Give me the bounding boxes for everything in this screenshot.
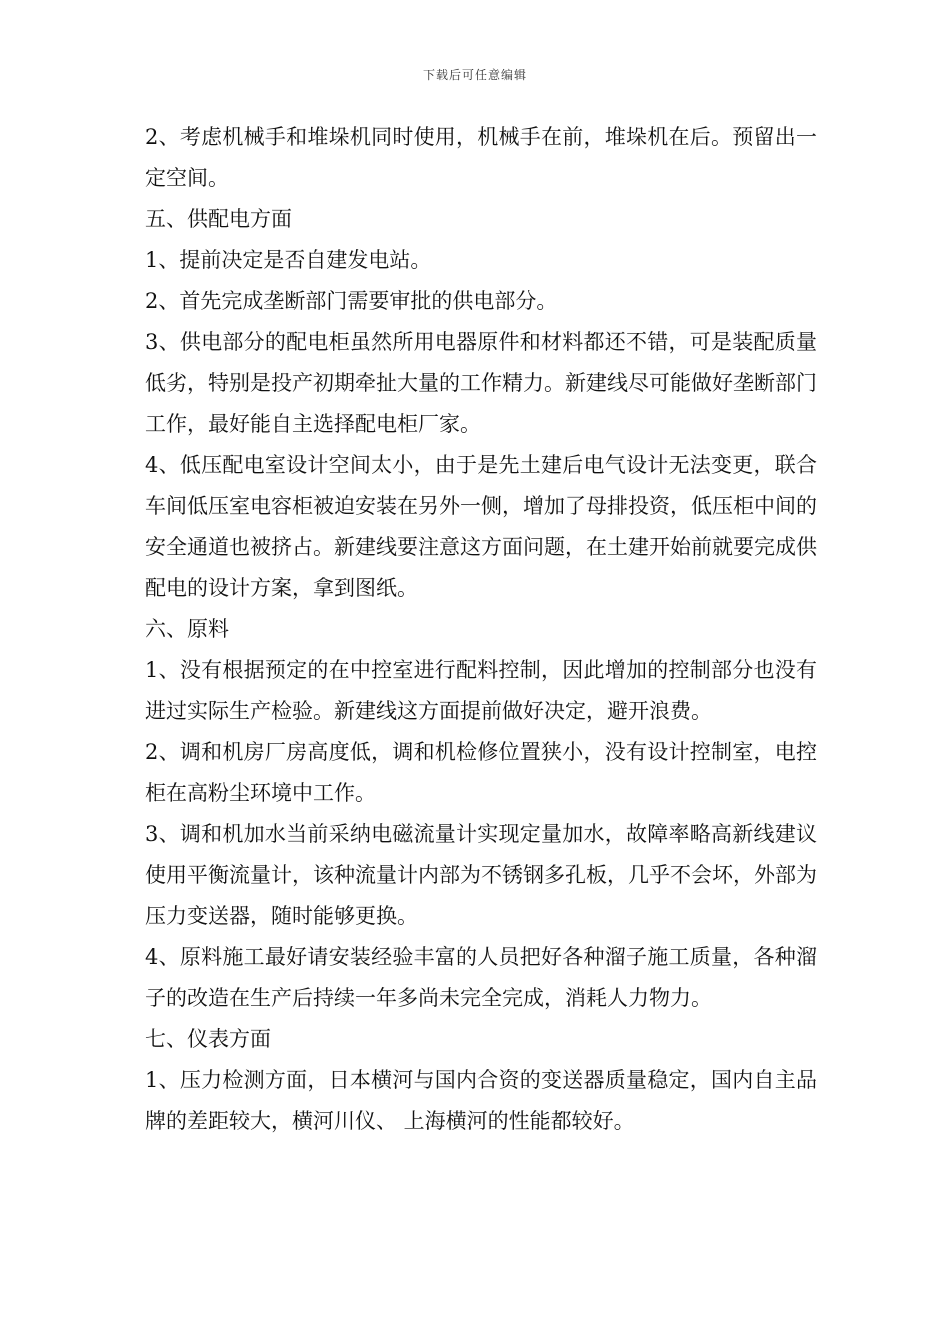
paragraph-power-1: 1、提前决定是否自建发电站。 bbox=[145, 248, 432, 272]
paragraph-item-2-robot-stacker: 2、考虑机械手和堆垛机同时使用，机械手在前，堆垛机在后。预留出一定空间。 bbox=[145, 125, 817, 190]
page-header: 下载后可任意编辑 bbox=[422, 68, 527, 82]
paragraph-power-4: 4、低压配电室设计空间太小，由于是先土建后电气设计无法变更，联合车间低压室电容柜被迫安装在另外一侧，增加了母排投资，低压柜中间的安全通道也被挤占。新建线要注意这方面问题，在土建开始前就要完成供配电的设计方案，拿到图纸。 bbox=[145, 453, 817, 600]
paragraph-raw-2: 2、调和机房厂房高度低，调和机检修位置狭小，没有设计控制室，电控柜在高粉尘环境中工作。 bbox=[145, 740, 817, 805]
section-heading-instruments: 七、仪表方面 bbox=[145, 1027, 271, 1051]
paragraph-raw-4: 4、原料施工最好请安装经验丰富的人员把好各种溜子施工质量，各种溜子的改造在生产后持续一年多尚未完全完成，消耗人力物力。 bbox=[145, 945, 817, 1010]
paragraph-power-3: 3、供电部分的配电柜虽然所用电器原件和材料都还不错，可是装配质量低劣，特别是投产初期牵扯大量的工作精力。新建线尽可能做好垄断部门工作，最好能自主选择配电柜厂家。 bbox=[145, 330, 817, 436]
section-heading-raw-materials: 六、原料 bbox=[145, 617, 229, 641]
paragraph-instruments-1: 1、压力检测方面，日本横河与国内合资的变送器质量稳定，国内自主品牌的差距较大，横河川仪、 上海横河的性能都较好。 bbox=[145, 1068, 817, 1133]
section-heading-power-supply: 五、供配电方面 bbox=[145, 207, 292, 231]
paragraph-raw-1: 1、没有根据预定的在中控室进行配料控制，因此增加的控制部分也没有进过实际生产检验。新建线这方面提前做好决定，避开浪费。 bbox=[145, 658, 817, 723]
document-body bbox=[145, 117, 817, 1142]
paragraph-raw-3: 3、调和机加水当前采纳电磁流量计实现定量加水，故障率略高新线建议使用平衡流量计，该种流量计内部为不锈钢多孔板，几乎不会坏，外部为压力变送器，随时能够更换。 bbox=[145, 822, 817, 928]
paragraph-power-2: 2、首先完成垄断部门需要审批的供电部分。 bbox=[145, 289, 558, 313]
